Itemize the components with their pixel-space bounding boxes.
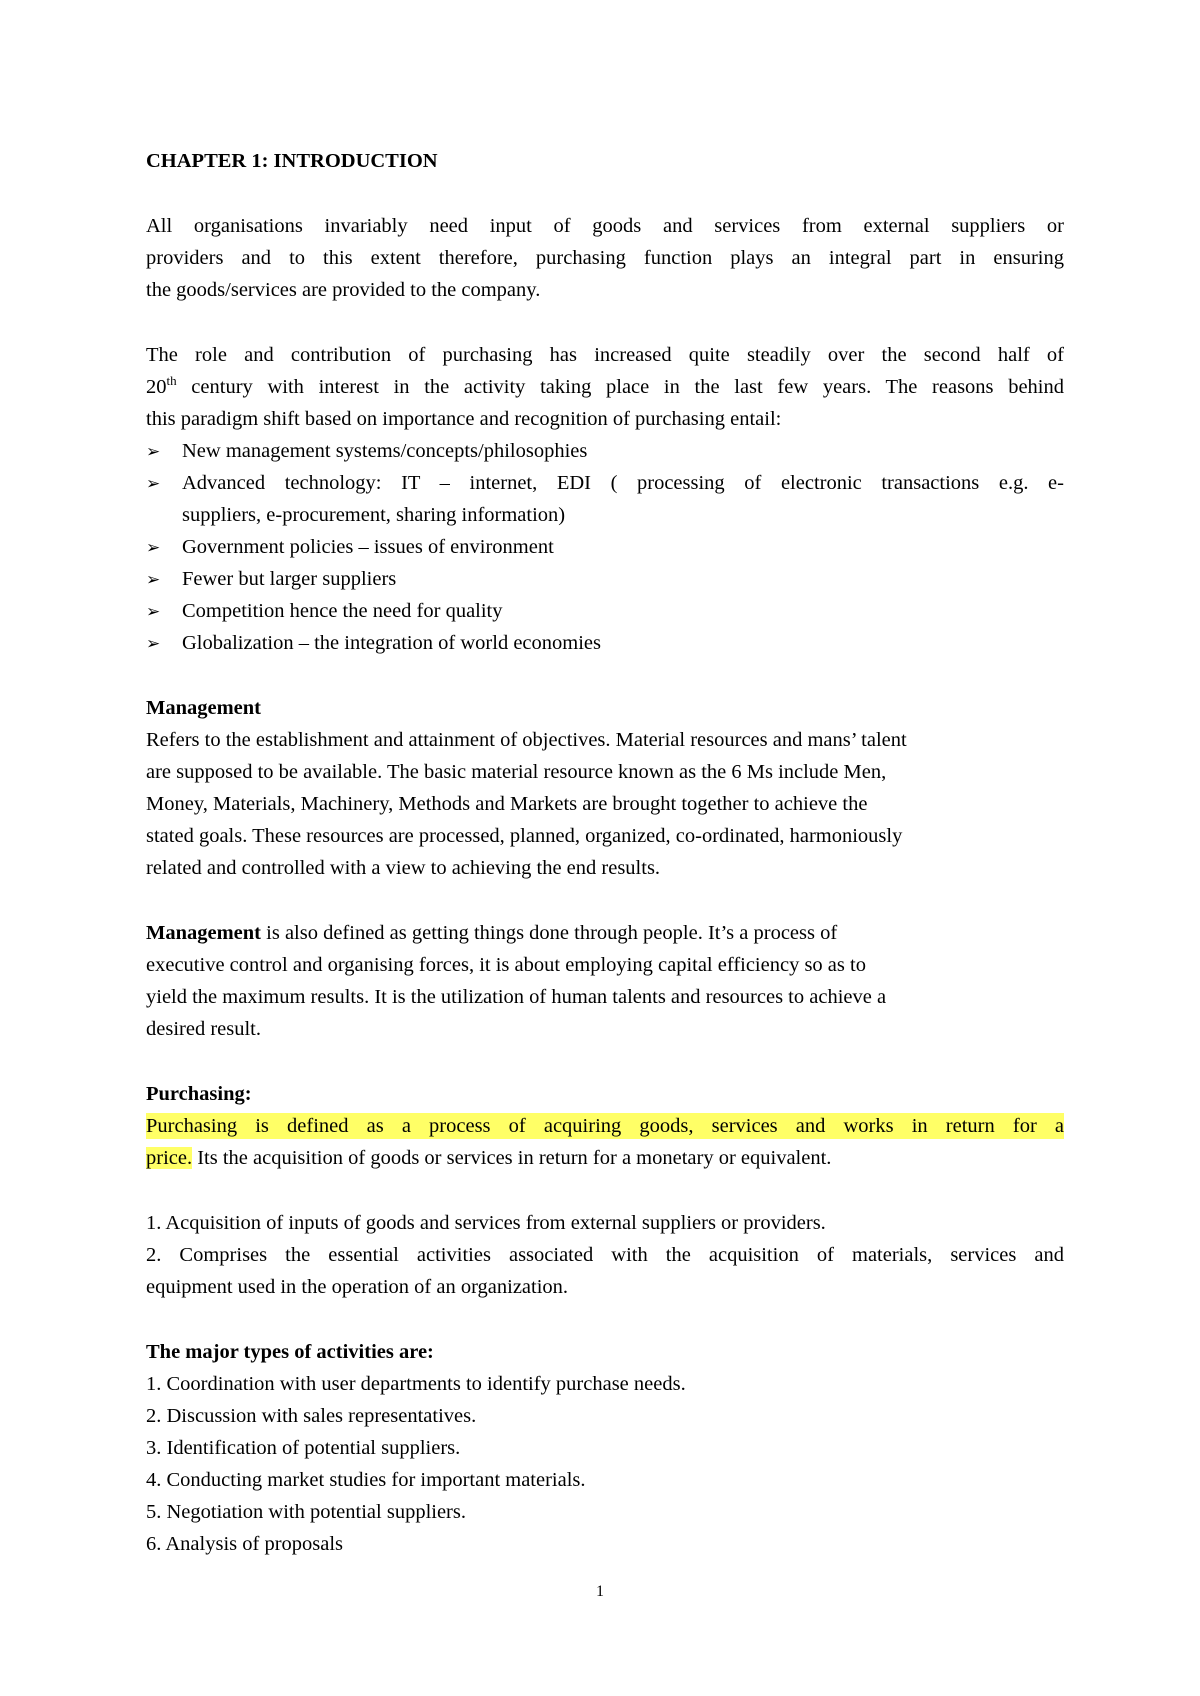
reason-item-1 <box>146 438 587 465</box>
management-p2-line-2: executive control and organising forces, it is about employing capital efficiency so as to <box>146 954 866 976</box>
document-page <box>146 0 1064 1696</box>
role-year-suffix: th <box>166 373 177 389</box>
role-year: 20 <box>146 376 167 398</box>
intro-line-2: providers and to this extent therefore, purchasing function plays an integral part in ensuring <box>146 247 1064 269</box>
management-p2-line-4: desired result. <box>146 1018 261 1040</box>
reason-item-4 <box>146 566 396 593</box>
activity-item: 4. Conducting market studies for important materials. <box>146 1469 586 1491</box>
arrowhead-bullet-icon: ➢ <box>146 442 161 462</box>
arrowhead-bullet-icon: ➢ <box>146 474 161 494</box>
reason-text: Fewer but larger suppliers <box>182 568 397 590</box>
activity-item: 6. Analysis of proposals <box>146 1533 344 1555</box>
purchasing-definition-line-1: Purchasing is defined as a process of acquiring goods, services and works in return for a <box>146 1115 1064 1137</box>
management-p1-line-5: related and controlled with a view to achieving the end results. <box>146 857 661 879</box>
management-p1-line-2: are supposed to be available. The basic material resource known as the 6 Ms include Men, <box>146 761 887 783</box>
activities-heading: The major types of activities are: <box>146 1341 434 1363</box>
management-p2-line-1 <box>146 920 837 946</box>
management-p1-line-4: stated goals. These resources are processed, planned, organized, co-ordinated, harmoniously <box>146 825 903 847</box>
reason-item-5 <box>146 598 503 625</box>
reason-text: Globalization – the integration of world economies <box>182 632 601 654</box>
intro-line-1: All organisations invariably need input of goods and services from external suppliers or <box>146 215 1064 237</box>
role-line-1: The role and contribution of purchasing has increased quite steadily over the second half of <box>146 344 1064 366</box>
intro-line-3: the goods/services are provided to the company. <box>146 279 541 301</box>
purchasing-point-2-continued: equipment used in the operation of an organization. <box>146 1276 569 1298</box>
activity-item: 3. Identification of potential suppliers. <box>146 1437 461 1459</box>
reason-item-2 <box>146 470 1064 497</box>
chapter-title: CHAPTER 1: INTRODUCTION <box>146 150 438 172</box>
reason-text: New management systems/concepts/philosophies <box>182 440 588 462</box>
purchasing-definition-highlight: price. <box>146 1147 193 1169</box>
activity-item: 5. Negotiation with potential suppliers. <box>146 1501 466 1523</box>
arrowhead-bullet-icon: ➢ <box>146 538 161 558</box>
role-line-3: this paradigm shift based on importance and recognition of purchasing entail: <box>146 408 782 430</box>
role-line-2-rest: century with interest in the activity taking place in the last few years. The reasons behind <box>176 376 1064 398</box>
arrowhead-bullet-icon: ➢ <box>146 634 161 654</box>
arrowhead-bullet-icon: ➢ <box>146 570 161 590</box>
purchasing-point-2: 2. Comprises the essential activities associated with the acquisition of materials, services and <box>146 1244 1064 1266</box>
reason-text: Government policies – issues of environment <box>182 536 554 558</box>
page-number: 1 <box>596 1583 604 1600</box>
management-p1-line-3: Money, Materials, Machinery, Methods and Markets are brought together to achieve the <box>146 793 868 815</box>
arrowhead-bullet-icon: ➢ <box>146 602 161 622</box>
management-p2-line-1-rest: is also defined as getting things done through people. It’s a process of <box>261 922 838 944</box>
management-p1-line-1: Refers to the establishment and attainment of objectives. Material resources and mans’ talent <box>146 729 907 751</box>
purchasing-point-1: 1. Acquisition of inputs of goods and services from external suppliers or providers. <box>146 1212 826 1234</box>
management-p2-line-3: yield the maximum results. It is the utilization of human talents and resources to achieve a <box>146 986 887 1008</box>
management-heading: Management <box>146 697 262 719</box>
role-line-2 <box>146 374 1064 400</box>
purchasing-definition-line-2 <box>146 1145 831 1171</box>
activity-item: 2. Discussion with sales representatives. <box>146 1405 477 1427</box>
reason-text: Competition hence the need for quality <box>182 600 503 622</box>
reason-text: Advanced technology: IT – internet, EDI ( processing of electronic transactions e.g. e- <box>182 472 1064 494</box>
reason-item-6 <box>146 630 601 657</box>
purchasing-heading: Purchasing: <box>146 1083 252 1105</box>
activity-item: 1. Coordination with user departments to identify purchase needs. <box>146 1373 686 1395</box>
management-term: Management <box>146 922 262 944</box>
reason-item-3 <box>146 534 554 561</box>
purchasing-definition-rest: Its the acquisition of goods or services in return for a monetary or equivalent. <box>192 1147 832 1169</box>
reason-item-2-continued: suppliers, e-procurement, sharing information) <box>182 504 566 526</box>
